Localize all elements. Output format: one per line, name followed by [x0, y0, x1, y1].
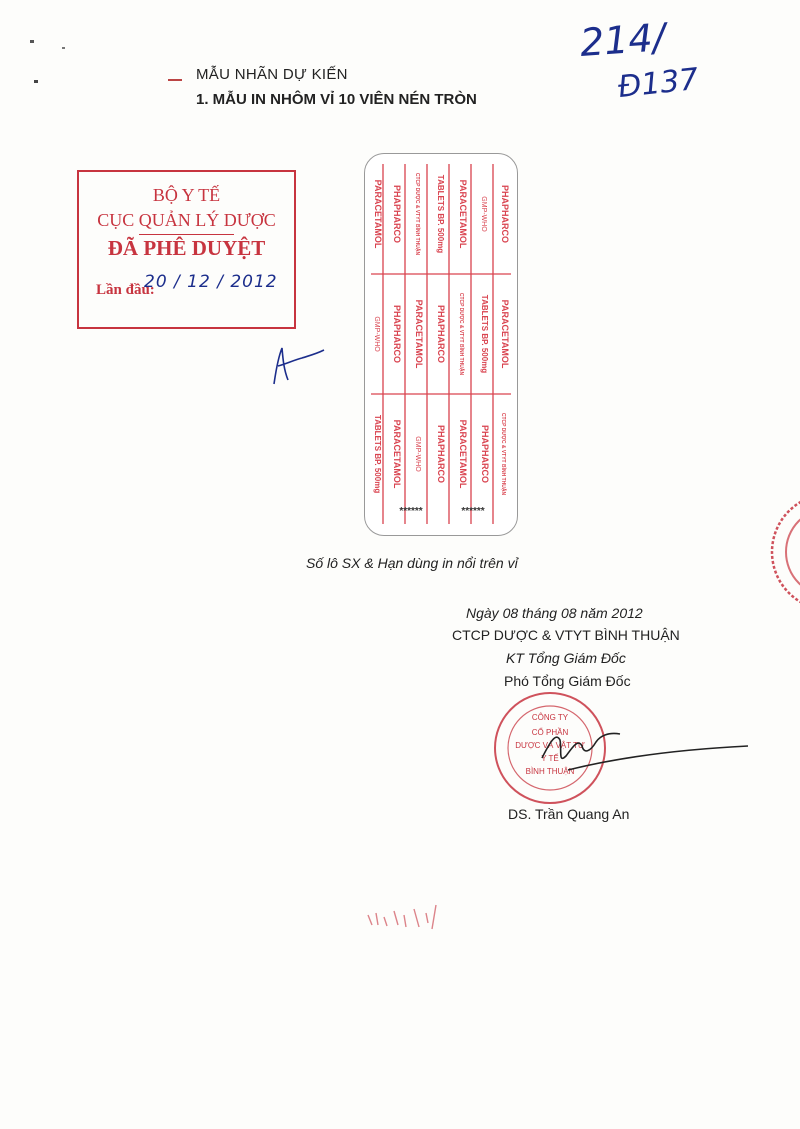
document-title: 1. MẪU IN NHÔM VỈ 10 VIÊN NÉN TRÒN [196, 91, 477, 108]
blister-maker: CTCP DƯỢC & VTYT BÌNH THUẬN [458, 292, 464, 376]
seal-line-4: Y TẾ [541, 754, 559, 763]
blister-brand: PHAPHARCO [500, 184, 510, 244]
stamp-approved: ĐÃ PHÊ DUYỆT [107, 236, 266, 260]
blister-lot-mask: ****** [399, 506, 423, 517]
stamp-department: CỤC QUẢN LÝ DƯỢC [97, 210, 276, 230]
seal-line-2: CỔ PHẦN [531, 728, 569, 737]
handwritten-reference-number: 214/ [578, 15, 667, 65]
blister-product: PARACETAMOL [392, 419, 402, 489]
blister-brand: PHAPHARCO [480, 424, 490, 484]
blister-strength: TABLETS BP. 500mg [436, 174, 445, 254]
handwritten-reference-number-sub: Đ137 [616, 61, 701, 106]
blister-product: PARACETAMOL [414, 299, 424, 369]
stamp-divider [139, 234, 234, 235]
red-ink-smudge [360, 895, 450, 940]
blister-foil-print [364, 153, 518, 536]
blister-lot-mask: ****** [461, 506, 485, 517]
partial-seal-edge [760, 490, 800, 620]
stamp-first-time-label: Lần đầu: [96, 282, 155, 298]
blister-product: PARACETAMOL [500, 299, 510, 369]
blister-gmp: GMP-WHO [414, 436, 421, 472]
blister-brand: PHAPHARCO [392, 304, 402, 364]
blister-strength: TABLETS BP. 500mg [373, 414, 382, 494]
signer-name: DS. Trần Quang An [508, 806, 630, 822]
blister-product: PARACETAMOL [373, 179, 383, 249]
handwritten-signature [538, 712, 753, 782]
stamp-ministry: BỘ Y TẾ [152, 185, 221, 205]
blister-maker: CTCP DƯỢC & VTYT BÌNH THUẬN [500, 412, 506, 496]
seal-line-5: BÌNH THUẬN [525, 767, 575, 776]
blister-strength: TABLETS BP. 500mg [480, 294, 489, 374]
seal-line-3: DƯỢC VÀ VẬT TƯ [515, 741, 585, 750]
signature-company: CTCP DƯỢC & VTYT BÌNH THUẬN [452, 627, 680, 643]
lot-number-caption: Số lô SX & Hạn dùng in nổi trên vỉ [306, 555, 518, 571]
signature-role-primary: KT Tổng Giám Đốc [506, 650, 626, 666]
scan-speck [30, 40, 34, 43]
seal-line-1: CÔNG TY [531, 713, 569, 722]
blister-gmp: GMP-WHO [373, 316, 380, 352]
document-subtitle: MẪU NHÃN DỰ KIẾN [196, 66, 348, 83]
scan-speck [34, 80, 38, 83]
blister-brand: PHAPHARCO [436, 304, 446, 364]
blister-foil-artwork [365, 154, 517, 535]
blister-maker: CTCP DƯỢC & VTYT BÌNH THUẬN [414, 172, 420, 256]
blister-brand: PHAPHARCO [436, 424, 446, 484]
scan-speck [62, 47, 65, 49]
margin-mark [168, 79, 182, 81]
blister-product: PARACETAMOL [458, 179, 468, 249]
signature-role-secondary: Phó Tổng Giám Đốc [504, 673, 631, 689]
handwritten-initials [268, 340, 328, 390]
approval-stamp [77, 170, 296, 329]
blister-brand: PHAPHARCO [392, 184, 402, 244]
blister-gmp: GMP-WHO [480, 196, 487, 232]
stamp-handwritten-date: 20 / 12 / 2012 [144, 272, 278, 292]
blister-product: PARACETAMOL [458, 419, 468, 489]
signature-date: Ngày 08 tháng 08 năm 2012 [466, 605, 643, 621]
